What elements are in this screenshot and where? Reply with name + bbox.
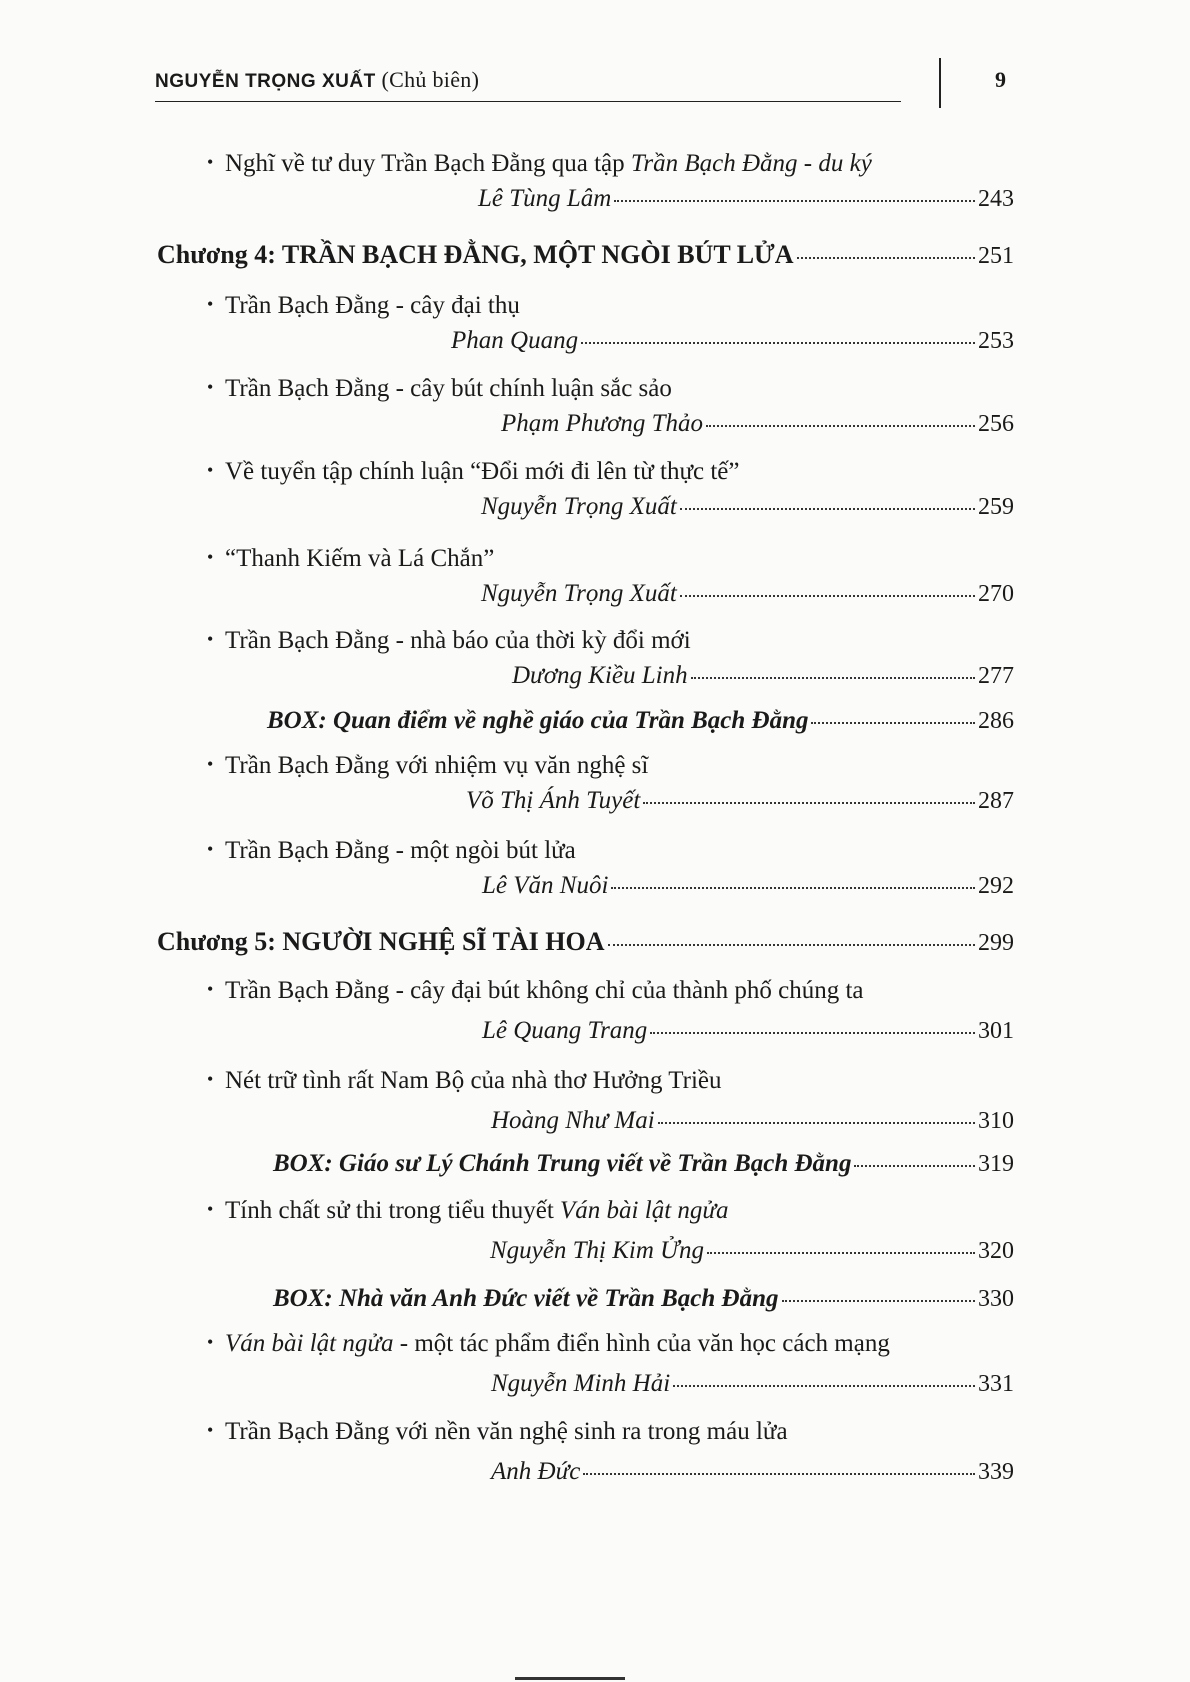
- toc-page-number: 259: [978, 494, 1014, 520]
- page-number: 9: [995, 67, 1006, 92]
- toc-box-entry: [267, 707, 1014, 735]
- toc-entry-title-text: Trần Bạch Đằng - nhà báo của thời kỳ đổi mới: [225, 627, 691, 654]
- toc-entry-author-text: Nguyễn Thị Kim Ửng: [490, 1237, 704, 1264]
- toc-page-number: 319: [978, 1151, 1014, 1177]
- toc-box-entry-text: BOX: Nhà văn Anh Đức viết về Trần Bạch Đằng: [273, 1285, 779, 1312]
- bullet-icon: •: [207, 754, 214, 774]
- dot-leader: [643, 802, 975, 804]
- toc-entry-title-text: - một tác phẩm điển hình của văn học cách mạng: [393, 1330, 890, 1357]
- toc-entry-author: [491, 1458, 1014, 1486]
- bullet-icon: •: [207, 629, 214, 649]
- toc-entry-title-text: Trần Bạch Đằng với nền văn nghệ sinh ra trong máu lửa: [225, 1418, 788, 1445]
- bullet-icon: •: [207, 1332, 214, 1352]
- bullet-icon: •: [207, 152, 214, 172]
- toc-box-entry: [273, 1285, 1014, 1313]
- toc-entry-author-text: Nguyễn Minh Hải: [491, 1370, 671, 1397]
- toc-page-number: 277: [978, 663, 1014, 689]
- toc-entry-author: [478, 185, 1014, 213]
- toc-chapter-heading-text: Chương 5: NGƯỜI NGHỆ SĨ TÀI HOA: [157, 927, 605, 956]
- toc-entry-author-text: Anh Đức: [491, 1458, 581, 1485]
- toc-entry-author: [491, 1370, 1014, 1398]
- toc-chapter-heading: [157, 927, 1014, 957]
- toc-entry-author: [491, 1107, 1014, 1135]
- toc-box-entry-text: BOX: Quan điểm về nghề giáo của Trần Bạch Đằng: [267, 707, 809, 734]
- toc-entry-title-text: Trần Bạch Đằng với nhiệm vụ văn nghệ sĩ: [225, 752, 649, 779]
- toc-page-number: 299: [978, 930, 1014, 956]
- toc-page-number: 330: [978, 1286, 1014, 1312]
- toc-page-number: 292: [978, 873, 1014, 899]
- toc-entry-title-text: Trần Bạch Đằng - cây bút chính luận sắc sảo: [225, 375, 672, 402]
- toc-entry-author-text: Phạm Phương Thảo: [501, 410, 703, 437]
- toc-entry-title: [207, 1330, 890, 1358]
- dot-leader: [691, 677, 975, 679]
- toc-chapter-heading-text: Chương 4: TRẦN BẠCH ĐẰNG, MỘT NGÒI BÚT LỬA: [157, 240, 794, 269]
- dot-leader: [811, 722, 975, 724]
- running-head-author: NGUYỄN TRỌNG XUẤT: [155, 71, 376, 92]
- dot-leader: [658, 1122, 975, 1124]
- toc-entry-author: [501, 410, 1014, 438]
- toc-entry-author-text: Lê Quang Trang: [482, 1017, 648, 1044]
- toc-entry-title: [207, 1418, 788, 1446]
- toc-entry-title-text: Nghĩ về tư duy Trần Bạch Đằng qua tập: [225, 150, 631, 177]
- toc-page-number: 310: [978, 1108, 1014, 1134]
- toc-entry-title: [207, 545, 494, 573]
- toc-entry-title: [207, 292, 520, 320]
- dot-leader: [680, 508, 975, 510]
- running-head: [155, 67, 479, 93]
- toc-entry-author-text: Hoàng Như Mai: [491, 1107, 655, 1134]
- header-rule: [155, 101, 901, 102]
- toc-page-number: 286: [978, 708, 1014, 734]
- header-separator: [939, 58, 941, 108]
- toc-entry-author: [451, 327, 1014, 355]
- dot-leader: [583, 1473, 975, 1475]
- dot-leader: [706, 425, 975, 427]
- toc-entry-author: [490, 1237, 1014, 1265]
- toc-entry-author-text: Lê Tùng Lâm: [478, 185, 612, 212]
- toc-page-number: 287: [978, 788, 1014, 814]
- toc-box-entry-text: BOX: Giáo sư Lý Chánh Trung viết về Trần Bạch Đằng: [273, 1150, 852, 1177]
- toc-entry-title-text: Trần Bạch Đằng - cây đại bút không chỉ của thành phố chúng ta: [225, 977, 864, 1004]
- toc-entry-title-text: Tính chất sử thi trong tiểu thuyết: [225, 1197, 561, 1224]
- dot-leader: [797, 257, 975, 259]
- toc-entry-author-text: Nguyễn Trọng Xuất: [481, 580, 677, 607]
- toc-entry-title-text: Nét trữ tình rất Nam Bộ của nhà thơ Hưởng Triều: [225, 1067, 722, 1094]
- toc-page-number: 251: [978, 243, 1014, 269]
- toc-page-number: 320: [978, 1238, 1014, 1264]
- toc-entry-title: [207, 1067, 722, 1095]
- toc-entry-title-text: “Thanh Kiếm và Lá Chắn”: [225, 545, 495, 572]
- toc-entry-title: [207, 375, 672, 403]
- dot-leader: [782, 1300, 975, 1302]
- toc-page-number: 256: [978, 411, 1014, 437]
- bullet-icon: •: [207, 1420, 214, 1440]
- toc-box-entry: [273, 1150, 1014, 1178]
- toc-entry-title: [207, 150, 872, 178]
- bullet-icon: •: [207, 377, 214, 397]
- toc-entry-title: [207, 627, 691, 655]
- toc-entry-author: [481, 493, 1014, 521]
- toc-entry-title-text: Về tuyển tập chính luận “Đổi mới đi lên từ thực tế”: [225, 458, 740, 485]
- toc-entry-title: [207, 1197, 729, 1225]
- toc-entry-author: [482, 872, 1014, 900]
- toc-entry-title: [207, 752, 648, 780]
- dot-leader: [608, 944, 975, 946]
- toc-entry-author-text: Phan Quang: [451, 327, 579, 354]
- bullet-icon: •: [207, 839, 214, 859]
- toc-entry-author-text: Võ Thị Ánh Tuyết: [466, 787, 641, 814]
- toc-entry-title-italic: Ván bài lật ngửa: [225, 1330, 394, 1357]
- bullet-icon: •: [207, 460, 214, 480]
- dot-leader: [680, 595, 975, 597]
- toc-page-number: 253: [978, 328, 1014, 354]
- toc-page-number: 301: [978, 1018, 1014, 1044]
- page-header: [0, 0, 1190, 110]
- bullet-icon: •: [207, 1199, 214, 1219]
- bullet-icon: •: [207, 547, 214, 567]
- toc-page-number: 339: [978, 1459, 1014, 1485]
- bullet-icon: •: [207, 294, 214, 314]
- toc-entry-author-text: Nguyễn Trọng Xuất: [481, 493, 677, 520]
- dot-leader: [707, 1252, 975, 1254]
- toc-entry-author: [466, 787, 1014, 815]
- toc-entry-title: [207, 977, 864, 1005]
- dot-leader: [611, 887, 975, 889]
- toc-entry-author: [512, 662, 1014, 690]
- dot-leader: [614, 200, 975, 202]
- bullet-icon: •: [207, 1069, 214, 1089]
- toc-page-number: 331: [978, 1371, 1014, 1397]
- dot-leader: [650, 1032, 975, 1034]
- running-head-role: (Chủ biên): [381, 67, 480, 92]
- toc-entry-title-text: Trần Bạch Đằng - cây đại thụ: [225, 292, 520, 319]
- toc-entry-title-italic: Ván bài lật ngửa: [560, 1197, 729, 1224]
- toc-entry-title-italic: Trần Bạch Đằng - du ký: [630, 150, 872, 177]
- toc-page-number: 270: [978, 581, 1014, 607]
- footer-rule: [515, 1677, 625, 1680]
- toc-entry-author: [481, 580, 1014, 608]
- toc-entry-author-text: Lê Văn Nuôi: [482, 872, 609, 899]
- toc-chapter-heading: [157, 240, 1014, 270]
- dot-leader: [854, 1165, 975, 1167]
- toc-entry-title-text: Trần Bạch Đằng - một ngòi bút lửa: [225, 837, 576, 864]
- dot-leader: [581, 342, 975, 344]
- toc-entry-author-text: Dương Kiều Linh: [512, 662, 688, 689]
- toc-page-number: 243: [978, 186, 1014, 212]
- dot-leader: [673, 1385, 975, 1387]
- toc-entry-title: [207, 837, 576, 865]
- bullet-icon: •: [207, 979, 214, 999]
- toc-entry-title: [207, 458, 740, 486]
- toc-entry-author: [482, 1017, 1014, 1045]
